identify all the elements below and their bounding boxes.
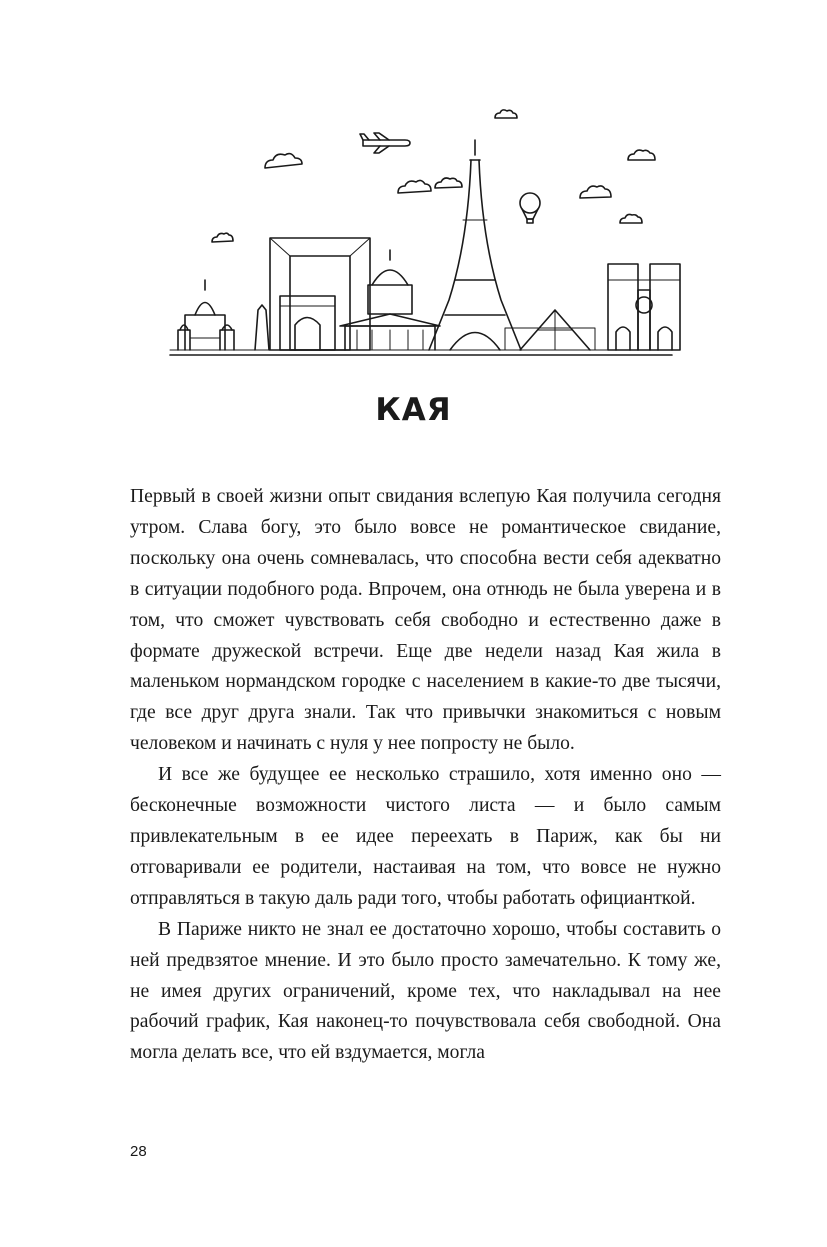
- cloud-icon: [620, 214, 642, 223]
- sacre-coeur-building: [178, 280, 234, 350]
- cloud-icon: [212, 233, 233, 242]
- notre-dame-building: [608, 264, 680, 350]
- paris-skyline-illustration: [150, 100, 690, 365]
- paragraph: Первый в своей жизни опыт свидания вслепую Кая получила сегодня утром. Слава богу, это было вовсе не романтическое свидание, поскольку она очень сомневалась, что способна вести себя адекватно в ситуации подобного рода. Впрочем, она отнюдь не была уверена и в том, что сможет чувствовать себя свободно и естественно даже в формате дружеской встречи. Еще две недели назад Кая жила в маленьком нормандском городке с населением в какие-то две тысячи, где все друг друга знали. Так что привычки знакомиться с новым человеком и начинать с нуля у нее попросту не было.: [130, 486, 721, 755]
- pantheon-building: [340, 250, 440, 350]
- arc-de-triomphe-building: [280, 296, 335, 350]
- obelisk: [255, 305, 269, 350]
- cloud-icon: [628, 150, 655, 160]
- cloud-icon: [580, 186, 611, 198]
- page-number: 28: [130, 1143, 147, 1160]
- cloud-icon: [265, 154, 302, 168]
- airplane-icon: [360, 133, 410, 153]
- cloud-icon: [435, 178, 462, 188]
- chapter-title: КАЯ: [375, 392, 452, 428]
- cloud-icon: [398, 180, 431, 193]
- paragraph: В Париже никто не знал ее достаточно хорошо, чтобы составить о ней предвзятое мнение. И это было просто замечательно. К тому же, не имея других ограничений, кроме тех, что накладывал на нее рабочий график, Кая наконец-то почувствовала себя свободной. Она могла делать все, что ей вздумается, могла: [130, 918, 721, 1064]
- paragraph: И все же будущее ее несколько страшило, хотя именно оно — бесконечные возможности чистого листа — и было самым привлекательным в ее идее переехать в Париж, как бы ни отговаривали ее родители, настаивая на том, что вовсе не нужно отправляться в такую даль ради того, чтобы работать официанткой.: [130, 764, 721, 909]
- eiffel-tower-landmark: [429, 140, 521, 350]
- cloud-icon: [495, 110, 517, 118]
- hot-air-balloon-icon: [520, 193, 540, 223]
- chapter-body: [130, 482, 721, 1069]
